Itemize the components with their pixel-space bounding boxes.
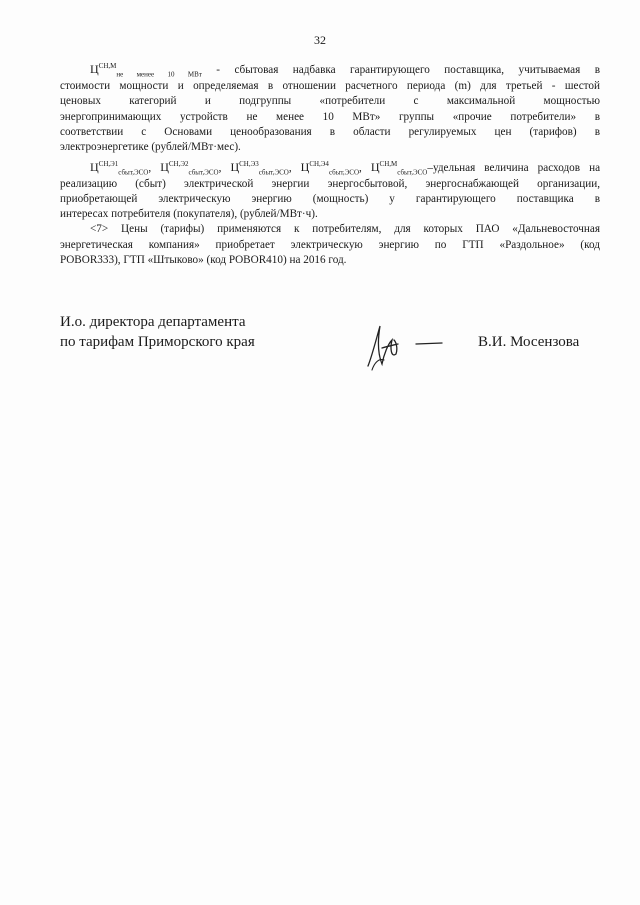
para3-line-3: POBOR333), ГТП «Штыково» (код POBOR410) на 2016 год. <box>60 254 347 266</box>
symbol-e3: $Ц^{СН,Э3}_{сбыт,ЭСО}$ <box>230 160 289 177</box>
page-number: 32 <box>314 33 326 47</box>
symbol-e1: $Ц^{СН,Э1}_{сбыт,ЭСО}$ <box>90 160 149 177</box>
para2-line-4: интересах потребителя (покупателя), (рублей/МВт·ч). <box>60 208 318 220</box>
signatory-title-line-2: по тарифам Приморского края <box>60 334 255 350</box>
handwritten-signature <box>358 318 448 374</box>
signatory-title-line-1: И.о. директора департамента <box>60 314 246 330</box>
para1-line-3: ценовых категорий и подгруппы «потребители с максимальной мощностью <box>60 95 600 107</box>
para2-line-1: $Ц^{СН,Э1}_{сбыт,ЭСО}$, $Ц^{СН,Э2}_{сбыт,ЭСО}$, $Ц^{СН,Э3}_{сбыт,ЭСО}$, $Ц^{СН,Э4}_{сбыт,ЭСО}$, $Ц^{СН,М}_{сбыт,ЭСО}$–удельная величина расходов на <box>90 160 601 177</box>
symbol-e4: $Ц^{СН,Э4}_{сбыт,ЭСО}$ <box>300 160 360 177</box>
signatory-title <box>60 312 255 352</box>
symbol-m: $Ц^{СН,М}_{сбыт,ЭСО}$ <box>370 160 428 177</box>
tariff-symbol: $Ц^{СН,М}_{не менее 10 МВт}$ <box>90 62 202 79</box>
para1-line-1: $Ц^{СН,М}_{не менее 10 МВт}$ - сбытовая надбавка гарантирующего поставщика, учитываемая в <box>90 62 600 79</box>
signatory-name: В.И. Мосензова <box>478 334 580 350</box>
para1-line-2: стоимости мощности и определяемая в отношении расчетного периода (m) для третьей - шестой <box>60 80 600 92</box>
para2-line-3: приобретающей электрическую энергию (мощность) у гарантирующего поставщика в <box>60 193 600 205</box>
para2-line-2: реализацию (сбыт) электрической энергии энергосбытовой, энергоснабжающей организации, <box>60 178 600 190</box>
para1-line-5: соответствии с Основами ценообразования в области регулируемых цен (тарифов) в <box>60 126 600 138</box>
para1-line-6: электроэнергетике (рублей/МВт·мес). <box>60 141 241 153</box>
para3-line-1: <7> Цены (тарифы) применяются к потребителям, для которых ПАО «Дальневосточная <box>90 223 600 235</box>
symbol-e2: $Ц^{СН,Э2}_{сбыт,ЭСО}$ <box>160 160 219 177</box>
para3-line-2: энергетическая компания» приобретает электрическую энергию по ГТП «Раздольное» (код <box>60 239 600 251</box>
para1-line-4: энергопринимающих устройств не менее 10 МВт» группы «прочие потребители» в <box>60 111 600 123</box>
